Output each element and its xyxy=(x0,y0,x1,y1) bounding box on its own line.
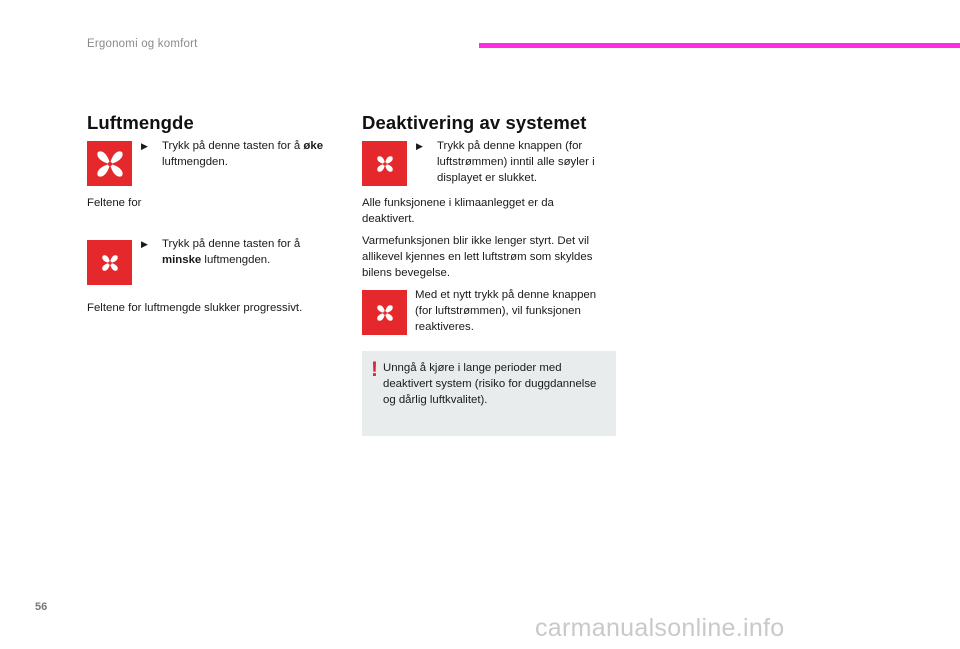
section-accent-bar xyxy=(479,43,960,48)
page-number: 56 xyxy=(35,601,48,613)
deactivated-paragraph: Alle funksjonene i klimaanlegget er da deaktivert. xyxy=(362,197,554,225)
fields-text: Feltene for xyxy=(87,197,142,209)
bullet-arrow-icon: ▶ xyxy=(141,239,148,249)
deactivate-instruction: ▶ Trykk på denne knappen (for luftstrømmen) inntil alle søyler i displayet er slukket. xyxy=(416,140,595,184)
fan-small-icon xyxy=(362,141,407,186)
bullet-arrow-icon: ▶ xyxy=(416,141,423,151)
increase-instruction: ▶ Trykk på denne tasten for å øke luftmengden. xyxy=(141,140,324,168)
fan-small-icon xyxy=(87,240,132,285)
section-header: Ergonomi og komfort xyxy=(87,38,198,50)
exclamation-icon: ! xyxy=(371,358,378,381)
bullet-arrow-icon: ▶ xyxy=(141,141,148,151)
luftmengde-title: Luftmengde xyxy=(87,112,194,133)
fan-small-icon xyxy=(362,290,407,335)
footer-paragraph: Feltene for luftmengde slukker progressivt. xyxy=(87,302,303,314)
deaktivering-title: Deaktivering av systemet xyxy=(362,112,587,133)
warning-text: Unngå å kjøre i lange perioder med deaktivert system (risiko for duggdannelse og dårlig luftkvalitet). xyxy=(383,362,597,406)
reactivate-paragraph: Med et nytt trykk på denne knappen (for luftstrømmen), vil funksjonen reaktiveres. xyxy=(415,289,597,333)
warning-box xyxy=(362,351,616,436)
decrease-instruction: ▶ Trykk på denne tasten for å minske luftmengden. xyxy=(141,238,301,266)
fan-large-icon xyxy=(87,141,132,186)
heating-paragraph: Varmefunksjonen blir ikke lenger styrt. Det vil allikevel kjennes en lett luftstrøm som skyldes bilens bevegelse. xyxy=(362,235,593,279)
watermark: carmanualsonline.info xyxy=(535,614,785,642)
